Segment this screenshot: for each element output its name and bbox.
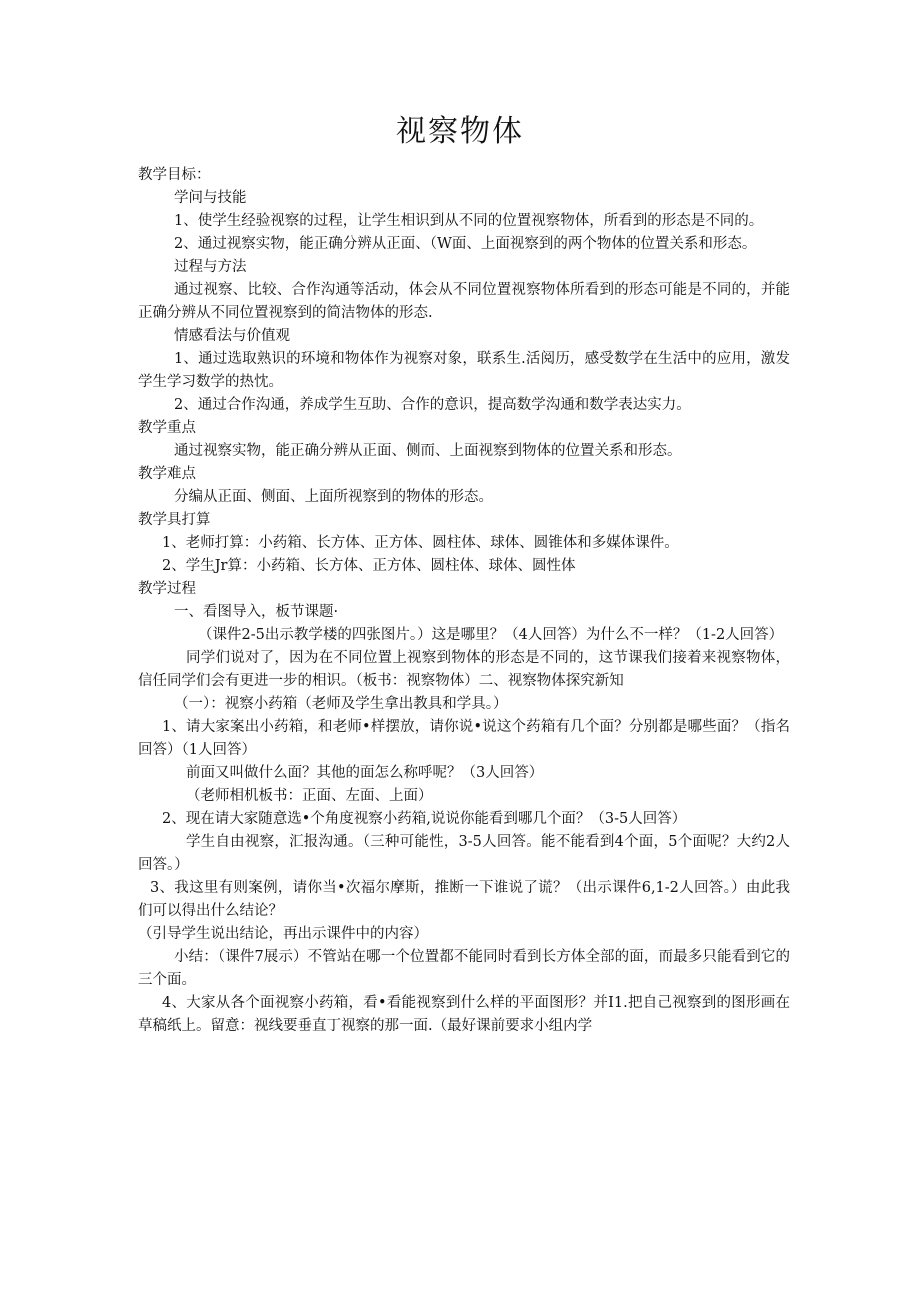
paragraph: 2、通过视察实物，能正确分辨从正面、（W面、上面视察到的两个物体的位置关系和形态。: [174, 236, 757, 252]
paragraph: 教学难点: [138, 466, 196, 482]
paragraph: 通过视察实物，能正确分辨从正面、侧而、上面视察到物体的位置关系和形态。: [174, 443, 682, 459]
paragraph: 1、老师打算：小药箱、长方体、正方体、圆柱体、球体、圆锥体和多媒体课件。: [162, 535, 679, 551]
paragraph: （引导学生说出结论，再出示课件中的内容）: [138, 926, 428, 942]
document-title: 视察物体: [396, 114, 524, 149]
paragraph: 同学们说对了，因为在不同位置上视察到物体的形态是不同的，这节课我们接着来视察物体，信任同学们会有更进一步的相识。（板书：视察物体）二、视察物体探究新知: [138, 650, 790, 689]
paragraph: 教学过程: [138, 581, 196, 597]
paragraph: 学问与技能: [174, 190, 247, 206]
paragraph: （课件2-5出示教学楼的四张图片。）这是哪里？（4人回答）为什么不一样？（1-2人回答）: [198, 627, 784, 643]
document-body: [138, 164, 790, 1038]
paragraph: 2、通过合作沟通，养成学生互助、合作的意识，提高数学沟通和数学表达实力。: [174, 397, 691, 413]
paragraph: 小结：（课件7展示）不管站在哪一个位置都不能同时看到长方体全部的面，而最多只能看到它的三个面。: [138, 949, 790, 988]
paragraph: 2、现在请大家随意选•个角度视察小药箱,说说你能看到哪几个面？（3-5人回答）: [162, 811, 687, 827]
paragraph: 3、我这里有则案例，请你当•次福尔摩斯，推断一下谁说了谎？（出示课件6,1-2人回答。）由此我们可以得出什么结论？: [138, 880, 790, 919]
paragraph: 学生自由视察，汇报沟通。（三种可能性，3-5人回答。能不能看到4个面，5个面呢？大约2人回答。）: [138, 834, 790, 873]
paragraph: 教学目标：: [138, 167, 211, 183]
paragraph: 通过视察、比较、合作沟通等活动，体会从不同位置视察物体所看到的形态可能是不同的，并能正确分辨从不同位置视察到的简洁物体的形态.: [138, 282, 790, 321]
paragraph: 教学重点: [138, 420, 196, 436]
paragraph: 2、学生Jr算：小药箱、长方体、正方体、圆柱体、球体、圆性体: [162, 558, 576, 574]
paragraph: 过程与方法: [174, 259, 247, 275]
paragraph: 前面又叫做什么面？其他的面怎么称呼呢？（3人回答）: [186, 765, 544, 781]
paragraph: （老师相机板书：正面、左面、上面）: [186, 788, 433, 804]
paragraph: 情感看法与价值观: [174, 328, 290, 344]
paragraph: 1、请大家案出小药箱，和老师•样摆放，请你说•说这个药箱有几个面？分别都是哪些面？（指名回答）（1人回答）: [138, 719, 790, 758]
paragraph: （一）：视察小药箱（老师及学生拿出教具和学具。）: [174, 696, 508, 712]
paragraph: 分编从正面、侧面、上面所视察到的物体的形态。: [174, 489, 493, 505]
paragraph: 1、通过选取熟识的环境和物体作为视察对象，联系生.活阅历，感受数学在生活中的应用，激发学生学习数学的热忱。: [138, 351, 790, 390]
paragraph: 1、使学生经验视察的过程，让学生相识到从不同的位置视察物体，所看到的形态是不同的。: [174, 213, 764, 229]
paragraph: 一、看图导入，板节课题·: [174, 604, 339, 620]
paragraph: 教学具打算: [138, 512, 211, 528]
paragraph: 4、大家从各个面视察小药箱，看•看能视察到什么样的平面图形？并I1.把自己视察到的图形画在草稿纸上。留意：视线要垂直丁视察的那一面.（最好课前要求小组内学: [138, 995, 790, 1034]
